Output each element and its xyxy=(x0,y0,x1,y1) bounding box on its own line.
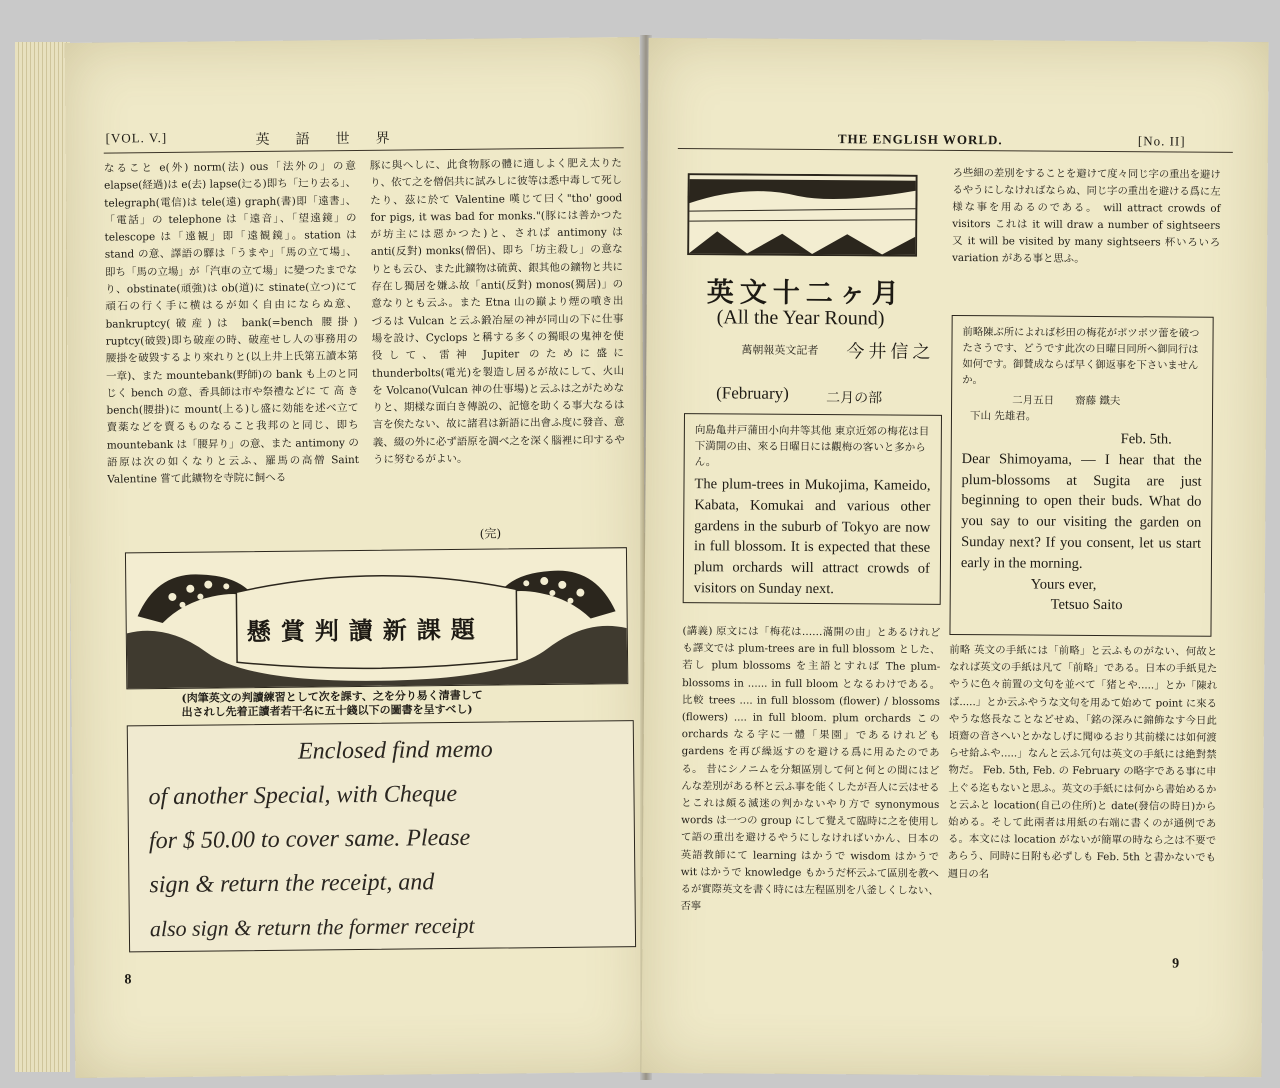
contest-caption: (肉筆英文の判讀練習として次を課す、之を分り易く清書して 出されし先着正讀者若干名に五十錢以下の圖書を呈すべし) xyxy=(181,688,483,719)
article-title-en: (All the Year Round) xyxy=(716,306,885,330)
article-column-2: 豚に與へしに、此食物豚の體に適しよく肥え太りたり、依て之を僧侶共に試みしに彼等は悉中毒して死したり、茲に於て Valentine 嘆じて曰く"tho' good for pigs, it was bad for monks."(豚には善かつたが坊主には惡かつた)と、されば antimony は anti(反對) monks(僧侶)、即ち「坊主殺し」の意なりとも云ひ、また此鑛物は硫黄、銀其他の鑛物と共に存在し獨居を嫌ふ故「anti(反對) monos(獨居)」の意なりとも云ふ。また Etna 山の巓より煙の噴き出づるは Vulcan と云ふ鍛冶屋の神が同山の下に仕事場を設け、Cyclops と稱する多くの獨眼の鬼神を使役して、雷神 Jupiter のために盛に thunderbolts(電光)を製造し居るが故にして、火山を Volcano(Vulcan 神の仕事場)と云ふは之がためなりと、期樣な面白き傳説の、記憶を助くる事大なるは言を俟たない、故に諸君は新語に出會ふ度に發音、意義、綴の外に必ず語原を調べ之を深く腦裡に印するやうに努むるがよい。 xyxy=(369,157,625,466)
example-box-1 xyxy=(683,413,942,605)
page-edges xyxy=(15,42,70,1072)
example-2-en: Dear Shimoyama, — I hear that the plum-blossoms at Sugita are just beginning to open their buds. What do you say to our visiting the garden on Sunday next? If you consent, let us start early in the morning. xyxy=(960,450,1202,572)
handwriting-line-5: also sign & return the former receipt xyxy=(149,912,475,942)
contest-title: 懸賞判讀新課題 xyxy=(246,615,485,647)
header-rule xyxy=(104,147,624,153)
example-2-jp: 前略陳ぶ所によれば杉田の梅花がポツポツ蕾を破つたさうです、どうです此次の日曜日同所へ御同行は如何です。御賛成ならば早く御返事を下さいませんか。 xyxy=(962,326,1200,387)
right-page xyxy=(641,38,1268,1077)
commentary-column-2-top: ろ些細の差別をすることを避けて度々同じ字の重出を避けるやうにしなければならぬ、同じ字の重出を避ける爲に左様な事を用ゐるのである。 will attract crowds of visitors これは it will draw a number of sightseers 又 it will be visited by many sightseers 杯いろいろ variation がある事と思ふ。 xyxy=(952,166,1221,265)
example-1-jp: 向島亀井戸蒲田小向井等其他 東京近郊の梅花は目下満開の由、來る日曜日には觀梅の客いと多からん。 xyxy=(694,424,930,469)
handwriting-line-2: of another Special, with Cheque xyxy=(148,780,458,811)
section-title-en: (February) xyxy=(716,383,789,403)
journal-title-jp: 英 語 世 界 xyxy=(255,130,396,149)
author-role: 萬朝報英文記者 xyxy=(741,343,819,358)
page-number-left: 8 xyxy=(124,972,132,988)
example-2-recipient: 下山 先雄君。 xyxy=(969,410,1037,423)
contest-banner xyxy=(125,547,628,689)
section-title-jp: 二月の部 xyxy=(826,390,883,407)
left-page xyxy=(65,37,651,1078)
issue-label: [No. II] xyxy=(1137,133,1186,149)
example-2-date: Feb. 5th. xyxy=(1120,431,1172,448)
commentary-column-1: (講義) 原文には「梅花は……滿開の由」とあるけれども譯文では plum-trees are in full blossom とした、若し plum blossoms を主語とすれば The plum-blossoms in ...... in full bloom となるわけである。比較 trees .... in full blossom (flower) / blossoms (flowers) .... in full bloom. plum orchards この orchards なる字に一體「果園」であるけれども gardens を再び繰返すのを避ける爲に用ゐたのである。 昔にシノニムを分類區別して何と何との間にはどんな差別がある杯と云ふ事を能くしたが吾人に云はせるとこれは頗る滅迷の判かないやり方で synonymous words は一つの group にして覺えて臨時に之を使用して語の重出を避けるやうにしなければいかん、日本の英語教師にて learning はかうで wisdom はかうで wit はかうで knowledge もかうだ杯云ふて區別を教へるが實際英文を書く時には左程區別を八釜しくしない、否寧 xyxy=(680,625,941,913)
volume-label: [VOL. V.] xyxy=(105,129,168,146)
page-number-right: 9 xyxy=(1172,956,1180,972)
journal-title-en: THE ENGLISH WORLD. xyxy=(837,131,1003,148)
author-name: 今井信之 xyxy=(846,341,935,363)
landscape-illustration-icon xyxy=(687,173,918,257)
example-box-2 xyxy=(949,315,1213,637)
example-2-signature-date: 二月五日 齋藤 鐵夫 xyxy=(1012,394,1121,408)
handwritten-letter-box xyxy=(127,720,636,952)
example-2-signature: Tetsuo Saito xyxy=(1050,597,1123,614)
article-title-jp: 英文十二ヶ月 xyxy=(706,277,905,310)
handwriting-line-3: for $ 50.00 to cover same. Please xyxy=(148,824,471,855)
end-mark: (完) xyxy=(479,526,502,541)
handwriting-line-1: Enclosed find memo xyxy=(297,736,493,765)
example-1-en: The plum-trees in Mukojima, Kameido, Kabata, Komukai and various other gardens in the suburb of Tokyo are now in full blossom. It is expected that these plum orchards will attract crowds of visitors on Sunday next. xyxy=(693,476,931,598)
article-column-1: なること e(外) norm(法) ous「法外の」の意 elapse(経過)は e(去) lapse(辷る)即ち「辷り去る」、telegraph(電信)は tele(遠) graph(書)即「遠書」、「電話」の telephone は「遠音」、「望遠鏡」の telescope は「遠観」即「遠観鏡」。station は stand の意、譯語の驛は「うまや」「馬の立て場」、即ち「馬の立場」が「汽車の立て場」に變つたまでなり、obstinate(頑強)は ob(道)に stinate(立つ)にて頑石の行く手に横はるが如く自由にならぬ意、bankruptcy(破産)は bank(=bench 腰掛) ruptcy(破毀)即ち破産の時、破産せし人の事務用の腰掛を破毀するより來れりと(以上井上氏第五讀本第一章)、また mountebank(野師)の bank も上のと同じく bench の意、香具師は市や祭禮などに て 高 き bench(腰掛)に mount(上る)し盛に効能を述べ立て賣薬などを賣るものなること我邦のと同じ、即ち mountebank は「腰昇り」の意、また antimony の語原は次の如くなりと云ふ、羅馬の高僧 Saint Valentine 嘗て此鑛物を寺院に飼へる xyxy=(103,159,360,486)
commentary-column-2-bottom: 前略 英文の手紙には「前略」と云ふものがない、何故となれば英文の手紙は凡て「前略」である。日本の手紙見たやうに色々前置の文句を並べて「猪とや.....」とか「陳れば.....」とか云ふやうな文句を用ゐて始めて point に來るやうな悠長なことなどせぬ、「銘の深みに錦飾なす今日此頃齋の音さへいとかなしげに聞ゆるおり其前樣には如何渡らせ給ふや.....」なんと云ふ冗句は英文の手紙には絶對禁物だ。 Feb. 5th, Feb. の February の略字である事に申上ぐる迄もないと思ふ。英文の手紙には何から書始めるかと云ふと location(自己の住所)と date(發信の時日)から始める。そして此兩者は用紙の右端に書くのが通例である。本文には location がないが簡單の時なら之は不要であらう、同時に日附も必ずしも Feb. 5th と書かないでも週日の名 xyxy=(947,643,1218,880)
handwriting-line-4: sign & return the receipt, and xyxy=(149,869,435,899)
example-2-closing: Yours ever, xyxy=(1030,576,1097,593)
